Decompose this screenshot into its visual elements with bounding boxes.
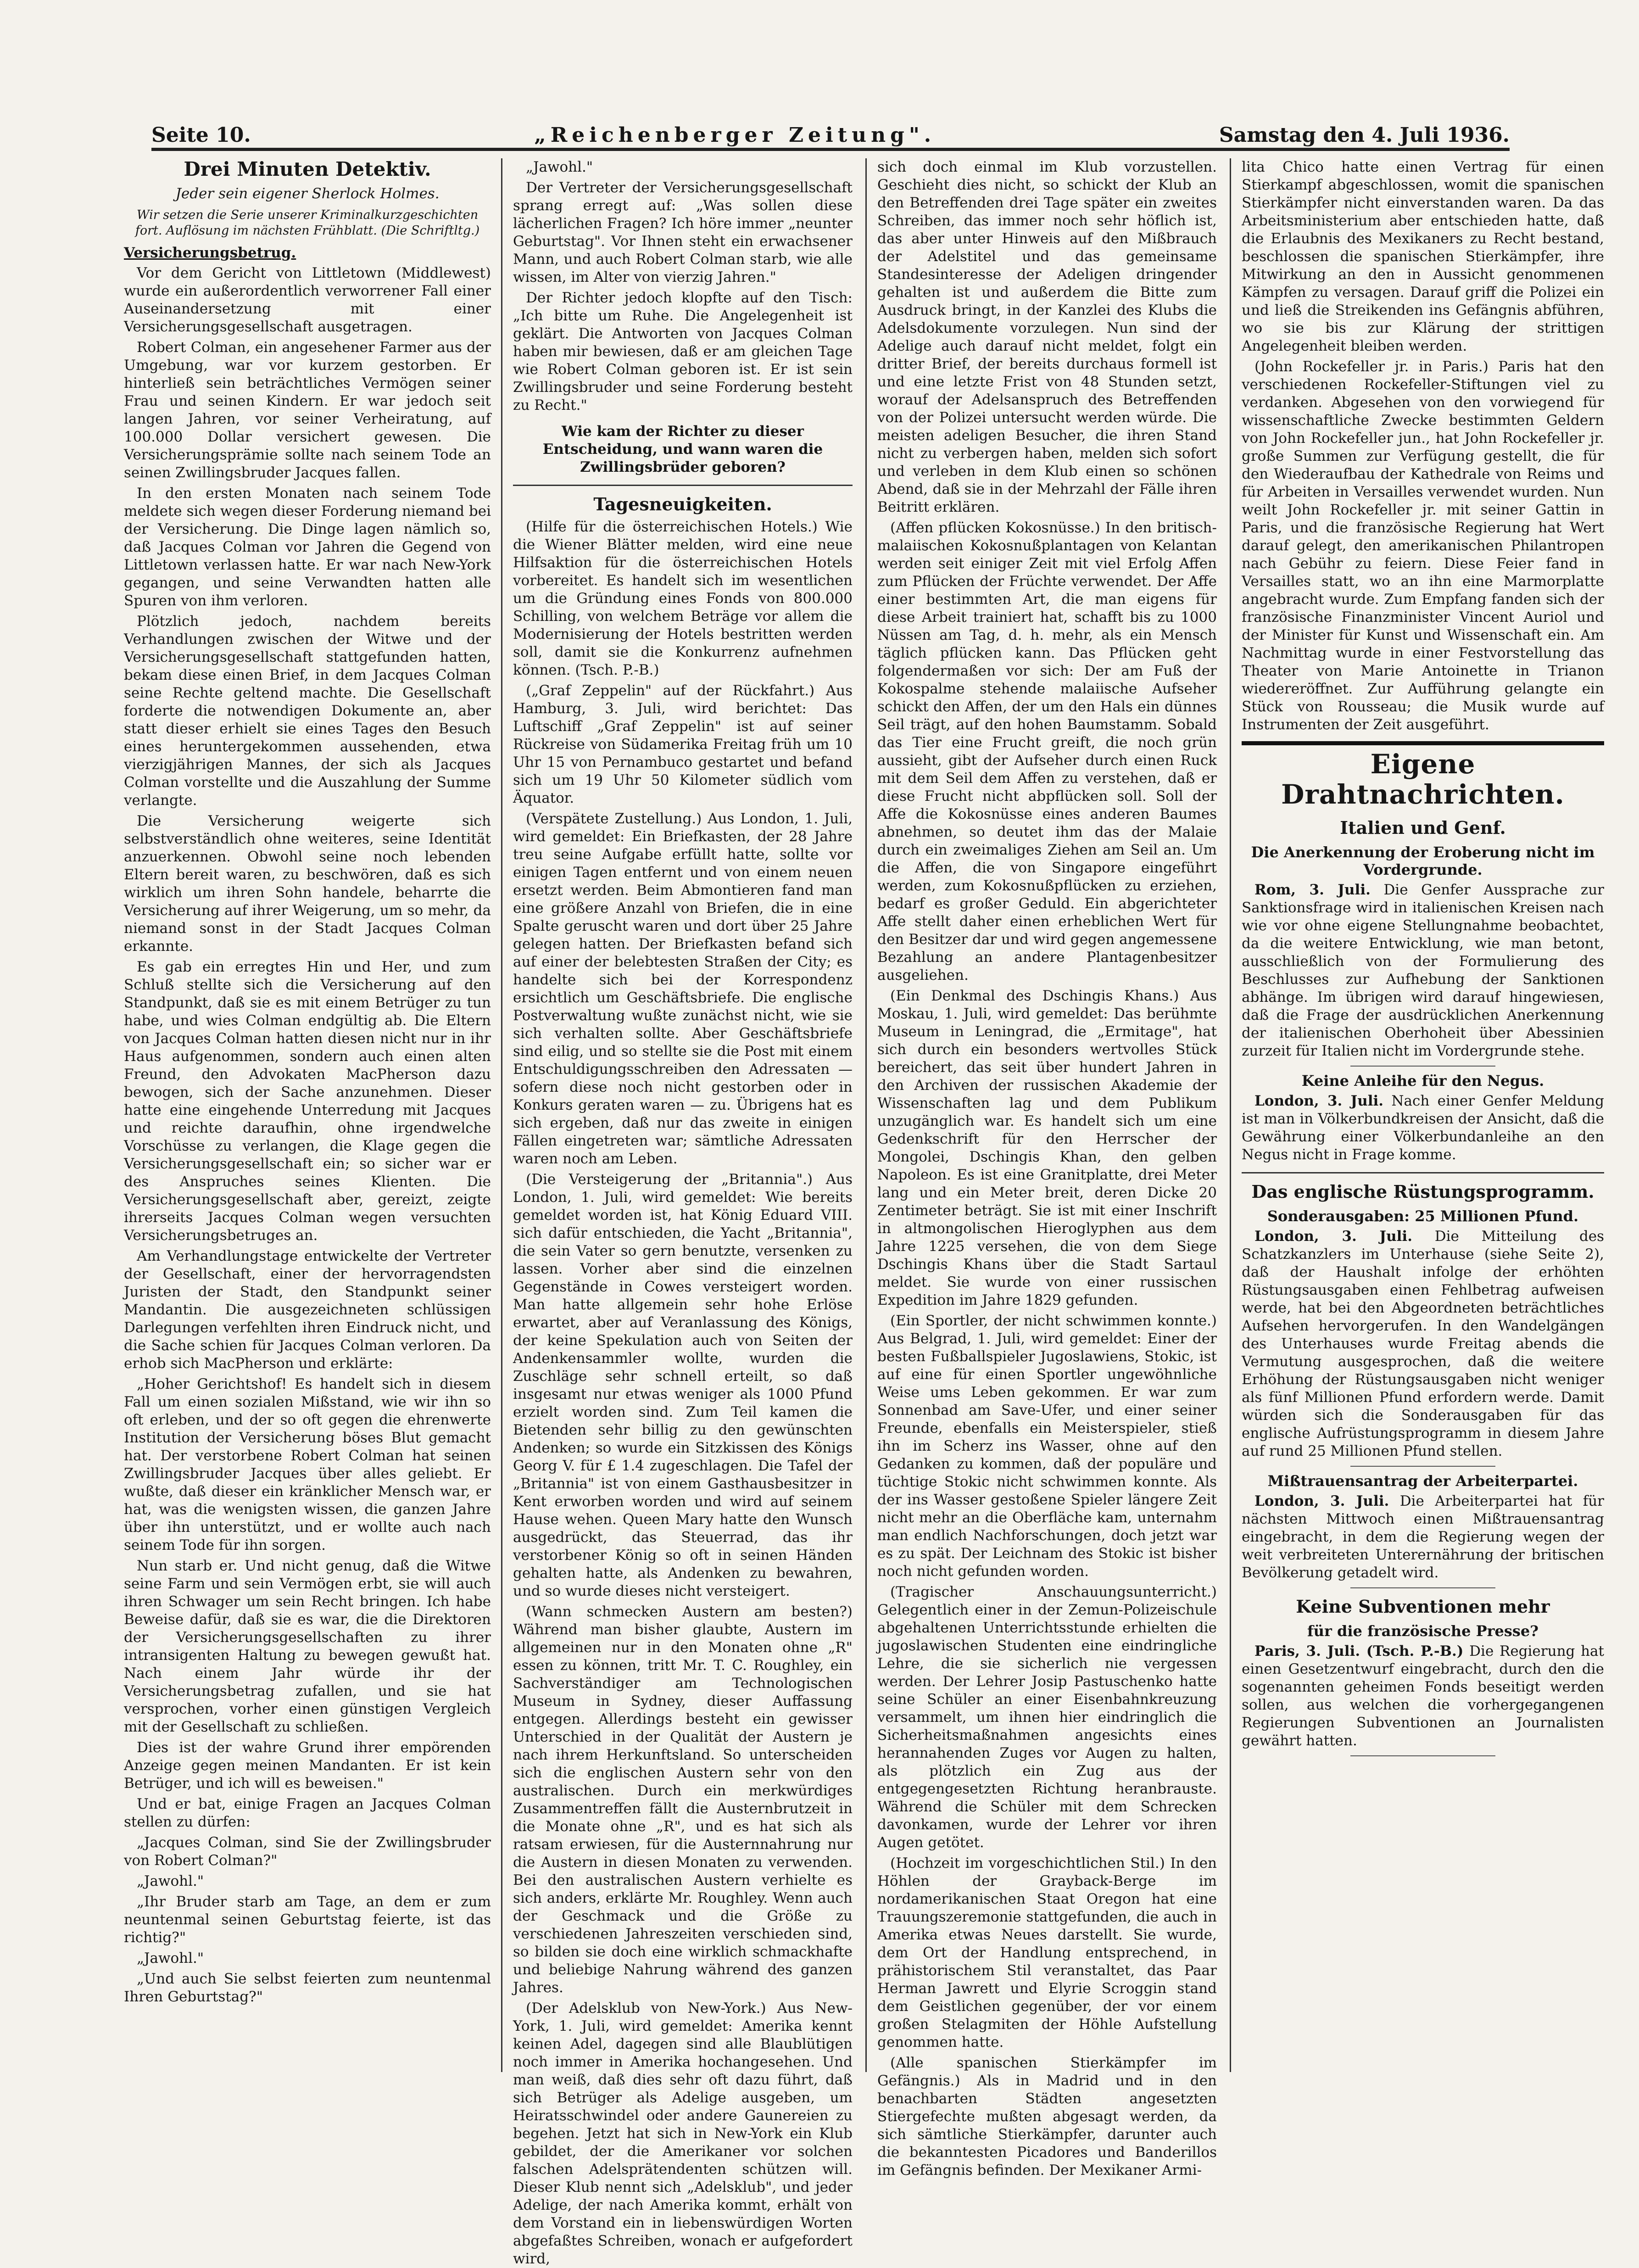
news-item: (Ein Sportler, der nicht schwimmen konnte.) Aus Belgrad, 1. Juli, wird gemeldet: Einer der besten Fußballspieler Jugoslawiens, Stokic, ist auf eine für einen Sportler ungewöhnliche Weise ums Leben gekommen. Er war zum Sonnenbad am Save-Ufer, und einer seiner Freunde, ebenfalls ein Meisterspieler, stieß ihn im Scherz ins Wasser, ohne auf den Gedanken zu kommen, daß der populäre und tüchtige Stokic nicht schwimmen konnte. Als der ins Wasser gestoßene Spieler längere Zeit nicht mehr an die Oberfläche kam, unternahm man endlich Nachforschungen, doch jetzt war es zu spät. Der Leichnam des Stokic ist bisher noch nicht gefunden worden. [877, 1313, 1217, 1580]
paragraph: Robert Colman, ein angesehener Farmer aus der Umgebung, war vor kurzem gestorben. Er hinterließ sein beträchtliches Vermögen seiner Frau und seinen Kindern. Er war jedoch seit langen Jahren, vor seiner Verheiratung, auf 100.000 Dollar versichert gewesen. Die Versicherungsprämie sollte nach seinem Tode an seinen Zwillingsbruder Jacques fallen. [124, 339, 491, 481]
subheadline: für die französische Presse? [1307, 1622, 1539, 1640]
news-item: (Wann schmecken Austern am besten?) Während man bisher glaubte, Austern im allgemeinen nur in den Monaten ohne „R" essen zu können, tritt Mr. T. C. Roughley, ein Sachverständiger am Technologischen Museum in Sydney, dieser Auffassung entgegen. Allerdings besteht ein gewisser Unterschied in der Qualität der Austern je nach ihrem Herkunftsland. So unterscheiden sich die englischen Austern sehr von den australischen. Durch ein merkwürdiges Zusammentreffen fällt die Austernbrutzeit in die Monate ohne „R", und es hat sich als ratsam erwiesen, für die Austernnahrung nur die Austern in diesen Monaten zu verwenden. Bei den australischen Austern verhielte es sich anders, erklärte Mr. Roughley. Wenn auch der Geschmack und die Größe zu verschiedenen Jahreszeiten verschieden sind, so bilden sie doch eine wirklich schmackhafte und beliebige Nahrung während des ganzen Jahres. [513, 1603, 853, 1996]
dateline: London, 3. Juli. [1254, 1093, 1384, 1109]
paragraph: Vor dem Gericht von Littletown (Middlewest) wurde ein außerordentlich verworrener Fall einer Auseinandersetzung mit einer Versicherungsgesellschaft ausgetragen. [124, 265, 491, 335]
page-number: Seite 10. [151, 123, 251, 147]
paragraph: In den ersten Monaten nach seinem Tode meldete sich wegen dieser Forderung niemand bei der Versicherung. Die Dinge lagen nämlich so, daß Jacques Colman vor Jahren die Gegend von Littletown verlassen hatte. Er war nach New-York gegangen, und seine Verwandten hatten alle Spuren von ihm verloren. [124, 485, 491, 609]
news-item: („Graf Zeppelin" auf der Rückfahrt.) Aus Hamburg, 3. Juli, wird berichtet: Das Luftschiff „Graf Zeppelin" ist auf seiner Rückreise von Südamerika Freitag früh um 10 Uhr 15 von Pernambuco gestartet und befand sich um 19 Uhr 50 Kilometer südlich vom Äquator. [513, 682, 853, 806]
news-item: (Hilfe für die österreichischen Hotels.) Wie die Wiener Blätter melden, wird eine neue Hilfsaktion für die österreichischen Hotels vorbereitet. Es handelt sich im wesentlichen um die Gründung eines Fonds von 800.000 Schilling, von welchem Beträge vor allem die Modernisierung der Hotels bestritten werden soll, damit sie die Konkurrenz aufnehmen können. (Tsch. P.-B.) [513, 519, 853, 678]
headline: Das englische Rüstungsprogramm. [1251, 1181, 1594, 1202]
news-item: (Alle spanischen Stierkämpfer im Gefängnis.) Als in Madrid und in den benachbarten Städten angesetzten Stiergefechte mußten abgesagt werden, da sich sämtliche Stierkämpfer, darunter auch die bekanntesten Picadores und Banderillos im Gefängnis befinden. Der Mexikaner Armi- [877, 2055, 1217, 2179]
paragraph: „Ihr Bruder starb am Tage, an dem er zum neuntenmal seinen Geburtstag feierte, ist das richtig?" [124, 1894, 491, 1946]
article-text: Die Regierung hat einen Gesetzentwurf eingebracht, durch den die sogenannten geheimen Fonds beseitigt werden sollen, aus welchen die vorhergegangenen Regierungen Subventionen an Journalisten gewährt hatten. [1242, 1643, 1604, 1749]
dateline: London, 3. Juli. [1254, 1228, 1412, 1245]
dateline: London, 3. Juli. [1254, 1493, 1389, 1509]
paragraph: „Und auch Sie selbst feierten zum neuntenmal Ihren Geburtstag?" [124, 1971, 491, 2005]
paragraph: Und er bat, einige Fragen an Jacques Colman stellen zu dürfen: [124, 1796, 491, 1830]
page-header [151, 110, 1510, 147]
divider [1242, 1172, 1604, 1173]
paragraph: Dies ist der wahre Grund ihrer empörenden Anzeige gegen meinen Mandanten. Er ist kein Betrüger, und ich will es beweisen." [124, 1739, 491, 1792]
issue-date: Samstag den 4. Juli 1936. [1219, 123, 1510, 147]
paragraph: „Hoher Gerichtshof! Es handelt sich in diesem Fall um einen sozialen Mißstand, wie wir ihn so oft erleben, und der so oft gegen die ehrenwerte Institution der Versicherung böses Blut gemacht hat. Der verstorbene Robert Colman hat seinen Zwillingsbruder Jacques über alles geliebt. Er wußte, daß dieser ein kränklicher Mensch war, er hat, was die wenigsten wissen, die ganzen Jahre über ihn unterstützt, und er wollte auch nach seinem Tode für ihn sorgen. [124, 1376, 491, 1553]
news-item: (Ein Denkmal des Dschingis Khans.) Aus Moskau, 1. Juli, wird gemeldet: Das berühmte Museum in Leningrad, die „Ermitage", hat sich durch ein besonders wertvolles Stück bereichert, das seit über hundert Jahren in den Archiven der russischen Akademie der Wissenschaften lag und dem Publikum unzugänglich war. Es handelt sich um eine Gedenkschrift für den Herrscher der Mongolei, Dschingis Khan, den gelben Napoleon. Es ist eine Granitplatte, drei Meter lang und ein Meter breit, deren Dicke 20 Zentimeter beträgt. Sie ist mit einer Inschrift in altmongolischen Hieroglyphen aus dem Jahre 1225 versehen, die von dem Siege Dschingis Khans über die Stadt Sartaul meldet. Sie wurde von einer russischen Expedition im Jahre 1829 gefunden. [877, 988, 1217, 1308]
section-heading: Versicherungsbetrug. [124, 245, 296, 261]
article-title: Drei Minuten Detektiv. [184, 158, 431, 180]
divider [1350, 1755, 1495, 1756]
puzzle-question: Wie kam der Richter zu dieser Entscheidung, und wann waren die Zwillingsbrüder geboren? [542, 423, 823, 475]
subheadline: Sonderausgaben: 25 Millionen Pfund. [1267, 1207, 1579, 1225]
news-item: (Verspätete Zustellung.) Aus London, 1. Juli, wird gemeldet: Ein Briefkasten, der 28 Jahre treu seine Aufgabe erfüllt hatte, sollte vor einigen Tagen entfernt und von einem neuen ersetzt werden. Beim Abmontieren fand man eine größere Anzahl von Briefen, die in eine Spalte geruscht waren und dort über 25 Jahre gelegen hatten. Der Briefkasten befand sich auf einer der belebtesten Straßen der City; es handelte sich bei der Korrespondenz ersichtlich um Geschäftsbriefe. Die englische Postverwaltung wußte zunächst nicht, wie sie sich verhalten sollte. Aber Geschäftsbriefe sind eilig, und so stellte sie die Post mit einem Entschuldigungsschreiben den Adressaten — sofern diese noch nicht gestorben oder in Konkurs geraten waren — zu. Übrigens hat es sich ergeben, daß nur das zweite in einigen Fällen eingetreten war; sämtliche Adressaten waren noch am Leben. [513, 810, 853, 1167]
subheadline: Die Anerkennung der Eroberung nicht im Vordergrunde. [1251, 844, 1595, 878]
paragraph: Der Richter jedoch klopfte auf den Tisch: „Ich bitte um Ruhe. Die Angelegenheit ist geklärt. Die Antworten von Jacques Colman haben mir bewiesen, daß er am gleichen Tage wie Robert Colman geboren ist. Er ist sein Zwillingsbruder und seine Forderung besteht zu Recht." [513, 290, 853, 413]
paragraph: Die Versicherung weigerte sich selbstverständlich ohne weiteres, seine Identität anzuerkennen. Obwohl seine noch lebenden Eltern bereit waren, zu beschwören, daß es sich wirklich um ihren Sohn handele, beharrte die Versicherung auf ihrer Weigerung, um so mehr, da niemand sonst in der Stadt Jacques Colman erkannte. [124, 813, 491, 955]
column-4 [1242, 158, 1604, 2072]
column-rule [865, 158, 867, 2072]
article-text: Die Mitteilung des Schatzkanzlers im Unterhause (siehe Seite 2), daß der Haushalt infolge der erhöhten Rüstungsausgaben einen Fehlbetrag aufweisen werde, hat bei den Abgeordneten beträchtliches Aufsehen hervorgerufen. In den Wandelgängen des Unterhauses wurde Freitag abends die Vermutung ausgesprochen, daß die weitere Erhöhung der Rüstungsausgaben nicht weniger als fünf Millionen Pfund erfordern werde. Damit würden sich die Sonderausgaben für das englische Aufrüstungsprogramm in diesem Jahre auf rund 25 Millionen Pfund stellen. [1242, 1228, 1605, 1459]
paragraph: Am Verhandlungstage entwickelte der Vertreter der Gesellschaft, einer der hervorragendsten Juristen der Stadt, den Standpunkt seiner Mandantin. Die ausgezeichneten schlüssigen Darlegungen verfehlten ihren Eindruck nicht, und die Sache schien für Jacques Colman verloren. Da erhob sich MacPherson und erklärte: [124, 1248, 491, 1372]
column-rule [1230, 158, 1231, 2072]
paragraph: sich doch einmal im Klub vorzustellen. Geschieht dies nicht, so schickt der Klub an den Betreffenden drei Tage später ein zweites Schreiben, das immer noch sehr höflich ist, das aber unter Hinweis auf den Mißbrauch der Adelstitel und das gemeinsame Standesinteresse der Adeligen dringender gehalten ist und außerdem die Bitte zum Ausdruck bringt, in der Kanzlei des Klubs die Adelsdokumente vorzulegen. Nun sind der Adelige auch darauf nicht meldet, folgt ein dritter Brief, der bereits durchaus formell ist und eine letzte Frist von 48 Stunden setzt, worauf der Adelsanspruch des Betreffenden von der Polizei untersucht werden würde. Die meisten adeligen Besucher, die ihren Stand nicht zu verbergen haben, melden sich sofort und verleben in dem Klub einen so schönen Abend, daß sie in der Mehrzahl der Fälle ihren Beitritt erklären. [877, 159, 1217, 515]
paragraph: „Jawohl." [137, 1950, 204, 1966]
paragraph: Nun starb er. Und nicht genug, daß die Witwe seine Farm und sein Vermögen erbt, sie will auch ihren Schwager um sein Recht bringen. Ich habe Beweise dafür, daß sie es war, die die Direktoren der Versicherungsgesellschaften zu ihrer intransigenten Haltung zu bewegen gewußt hat. Nach einem Jahr würde ihr der Versicherungsbetrag zufallen, und sie hat versprochen, vorher einen günstigen Vergleich mit der Gesellschaft zu schließen. [124, 1558, 491, 1735]
headline: Mißtrauensantrag der Arbeiterpartei. [1267, 1472, 1578, 1490]
paragraph: lita Chico hatte einen Vertrag für einen Stierkampf abgeschlossen, womit die spanischen Stierkämpfer nicht einverstanden waren. Da das Arbeitsministerium aber entschieden hatte, daß die Erlaubnis des Mexikaners zu Recht bestand, beschlossen die spanischen Stierkämpfer, ihre Mitwirkung an den in Aussicht genommenen Kämpfen zu versagen. Darauf griff die Polizei ein und ließ die Streikenden ins Gefängnis abführen, wo sie bis zur Klärung der strittigen Angelegenheit bleiben werden. [1242, 159, 1604, 354]
dateline: Paris, 3. Juli. (Tsch. P.-B.) [1254, 1643, 1464, 1659]
article-text: Die Genfer Aussprache zur Sanktionsfrage wird in italienischen Kreisen nach wie vor ohne eigene Stellungnahme beobachtet, da die weitere Entwicklung, wie man betont, ausschließlich von der Formulierung des Beschlusses zur Aufhebung der Sanktionen abhänge. Im übrigen wird darauf hingewiesen, daß die Frage der ausdrücklichen Anerkennung der italienischen Oberhoheit über Abessinien zurzeit für Italien nicht im Vordergrunde stehe. [1242, 882, 1604, 1059]
news-item: (John Rockefeller jr. in Paris.) Paris hat den verschiedenen Rockefeller-Stiftungen viel zu verdanken. Abgesehen von den vorwiegend für wissenschaftliche Zwecke bestimmten Geldern von John Rockefeller jun., hat John Rockefeller jr. große Summen zur Verfügung gestellt, die für den Wiederaufbau der Kathedrale von Reims und für Arbeiten in Versailles verwendet wurden. Nun weilt John Rockefeller jr. mit seiner Gattin in Paris, und die französische Regierung hat Wert darauf gelegt, den amerikanischen Philantropen nach Gebühr zu feiern. Diese Feier fand in Versailles statt, wo an ihn eine Marmorplatte angebracht wurde. Zum Empfang fanden sich der französische Finanzminister Vincent Auriol und der Minister für Kunst und Wissenschaft ein. Am Nachmittag wurde in einer Festvorstellung das Theater von Marie Antoinette in Trianon wiedereröffnet. Zur Aufführung gelangte ein Stück von Rousseau; die Musik wurde auf Instrumenten der Zeit ausgeführt. [1242, 358, 1604, 733]
article-subtitle: Jeder sein eigener Sherlock Holmes. [175, 185, 440, 202]
paragraph: „Jawohl." [137, 1873, 204, 1889]
divider [1350, 1466, 1495, 1467]
headline: Italien und Genf. [1340, 817, 1506, 838]
article-text: Nach einer Genfer Meldung ist man in Völkerbundkreisen der Ansicht, daß die Gewährung einer Völkerbundanleihe an den Negus nicht in Frage komme. [1242, 1093, 1604, 1163]
article-text: Die Arbeiterpartei hat für nächsten Mittwoch einen Mißtrauensantrag eingebracht, in dem die Regierung wegen der weit verbreiteten Unterernährung der britischen Bevölkerung getadelt wird. [1242, 1493, 1604, 1581]
news-item: (Hochzeit im vorgeschichtlichen Stil.) In den Höhlen der Grayback-Berge im nordamerikanischen Staat Oregon hat eine Trauungszeremonie stattgefunden, die auch in Amerika etwas Neues darstellt. Sie wurde, dem Ort der Handlung entsprechend, in prähistorischem Stil veranstaltet, das Paar Herman Jawrett und Elyrie Scroggin stand dem Geistlichen gegenüber, der vor einem großen Stelagmiten der Höhle Aufstellung genommen hatte. [877, 1855, 1217, 2050]
paragraph: „Jawohl." [526, 159, 593, 175]
divider [1350, 1066, 1495, 1067]
masthead: „Reichenberger Zeitung". [534, 123, 936, 147]
news-item: (Affen pflücken Kokosnüsse.) In den britisch-malaiischen Kokosnußplantagen von Kelantan werden seit einiger Zeit mit viel Erfolg Affen zum Pflücken der Früchte verwendet. Der Affe einer bestimmten Art, die man eigens für diese Arbeit trainiert hat, schafft bis zu 1000 Nüssen am Tag, d. h. mehr, als ein Mensch täglich pflücken kann. Das Pflücken geht folgendermaßen vor sich: Der am Fuß der Kokospalme stehende malaiische Aufseher schickt den Affen, der um den Hals ein dünnes Seil trägt, auf den hohen Baumstamm. Sobald das Tier eine Frucht greift, die noch grün aussieht, gibt der Aufseher durch einen Ruck mit dem Seil dem Affen zu verstehen, daß er diese Frucht nicht abpflücken soll. Soll der Affe die Kokosnüsse eines anderen Baumes abnehmen, so deutet ihm das der Malaie durch ein zweimaliges Ziehen am Seil an. Um die Affen, die von Singapore eingeführt werden, zum Kokosnußpflücken zu erziehen, bedarf es großer Geduld. Ein abgerichteter Affe stellt daher einen erheblichen Wert für den Besitzer dar und wird gegen angemessene Bezahlung an andere Plantagenbesitzer ausgeliehen. [877, 520, 1217, 983]
section-divider [1242, 741, 1604, 745]
column-1 [124, 158, 491, 2072]
column-3 [877, 158, 1217, 2179]
news-item: (Tragischer Anschauungsunterricht.) Gelegentlich einer in der Zemun-Polizeischule abgehaltenen Unterrichtsstunde erhielten die jugoslawischen Studenten eine eindringliche Lehre, die sie sicherlich nie vergessen werden. Der Lehrer Josip Pastuschenko hatte seine Schüler an einer Eisenbahnkreuzung versammelt, um ihnen hier eindringlich die Sicherheitsmaßnahmen angesichts eines herannahenden Zuges vor Augen zu halten, als plötzlich ein Zug aus der entgegengesetzten Richtung heranbrauste. Während die Schüler mit dem Schrecken davonkamen, wurde der Lehrer vor ihren Augen getötet. [877, 1584, 1217, 1851]
editor-note: Wir setzen die Serie unserer Kriminalkurzgeschichten fort. Auflösung im nächsten Frühblatt. (Die Schriftltg.) [135, 208, 480, 238]
section-divider [513, 485, 853, 486]
headline: Keine Subventionen mehr [1296, 1596, 1550, 1617]
news-item: (Die Versteigerung der „Britannia".) Aus London, 1. Juli, wird gemeldet: Wie bereits gemeldet worden ist, hat König Eduard VIII. sich dafür entschieden, die Yacht „Britannia", die sein Vater so gern benutzte, versenken zu lassen. Vorher aber sind die einzelnen Gegenstände in Cowes versteigert worden. Man hatte allgemein sehr hohe Erlöse erwartet, aber auf Veranlassung des Königs, der keine Spekulation auch von Seiten der Andenkensammler wollte, wurden die Zuschläge sehr schnell erteilt, so daß insgesamt nur etwas weniger als 1000 Pfund erzielt worden sind. Zum Teil kamen die Bietenden sehr billig zu den gewünschten Andenken; so wurde ein Sitzkissen des Königs Georg V. für £ 1.4 zugeschlagen. Die Tafel der „Britannia" ist von einem Gasthausbesitzer in Kent erworben worden und wird auf seinem Hause wehen. Queen Mary hatte den Wunsch ausgedrückt, das Steuerrad, das ihr verstorbener König so oft in seinen Händen gehalten hatte, als Andenken zu bewahren, und so wurde dieses nicht versteigert. [513, 1171, 853, 1599]
section-heading: Tagesneuigkeiten. [593, 494, 772, 514]
header-rule [151, 148, 1510, 151]
divider [1350, 1587, 1495, 1588]
paragraph: Es gab ein erregtes Hin und Her, und zum Schluß stellte sich die Versicherung auf den Standpunkt, daß sie es mit einem Betrüger zu tun habe, und wies Colman endgültig ab. Die Eltern von Jacques Colman hatten diesen nicht nur in ihr Haus aufgenommen, sondern auch einen alten Freund, den Advokaten MacPherson dazu bewogen, sich der Sache anzunehmen. Dieser hatte eine eingehende Unterredung mit Jacques und reichte daraufhin, ohne irgendwelche Vorschüsse zu verlangen, die Klage gegen die Versicherungsgesellschaft ein; so sicher war er des Anspruches seines Klienten. Die Versicherungsgesellschaft aber, gereizt, zeigte ihrerseits Jacques Colman wegen versuchten Versicherungsbetruges an. [124, 959, 491, 1244]
column-rule [501, 158, 502, 2072]
paragraph: Plötzlich jedoch, nachdem bereits Verhandlungen zwischen der Witwe und der Versicherungsgesellschaft stattgefunden hatten, bekam diese einen Brief, in dem Jacques Colman seine Rechte geltend machte. Die Gesellschaft forderte die notwendigen Dokumente an, aber statt dieser erhielt sie eines Tages den Besuch eines heruntergekommen aussehenden, etwa vierzigjährigen Mannes, der sich als Jacques Colman vorstellte und die Auszahlung der Summe verlangte. [124, 613, 491, 809]
news-item: (Der Adelsklub von New-York.) Aus New-York, 1. Juli, wird gemeldet: Amerika kennt keinen Adel, dagegen sind alle Blaublütigen noch immer in Amerika hochangesehen. Und man weiß, daß dies sehr oft dazu führt, daß sich Betrüger als Adelige ausgeben, um Heiratsschwindel oder andere Gaunereien zu begehen. Jetzt hat sich in New-York ein Klub gebildet, der die Amerikaner vor solchen falschen Adelsprätendenten schützen will. Dieser Klub nennt sich „Adelsklub", und jeder Adelige, der nach Amerika kommt, erhält von dem Vorstand ein in liebenswürdigen Worten abgefaßtes Schreiben, wonach er aufgefordert wird, [513, 2000, 853, 2267]
dateline: Rom, 3. Juli. [1254, 882, 1371, 898]
paragraph: „Jacques Colman, sind Sie der Zwillingsbruder von Robert Colman?" [124, 1834, 491, 1869]
paragraph: Der Vertreter der Versicherungsgesellschaft sprang erregt auf: „Was sollen diese lächerlichen Fragen? Ich höre immer „neunter Geburtstag". Vor Ihnen steht ein erwachsener Mann, und auch Robert Colman starb, wie alle wissen, im Alter von vierzig Jahren." [513, 179, 853, 285]
section-heading: Eigene Drahtnachrichten. [1281, 749, 1565, 810]
column-2 [513, 158, 853, 2267]
headline: Keine Anleihe für den Negus. [1301, 1072, 1544, 1089]
